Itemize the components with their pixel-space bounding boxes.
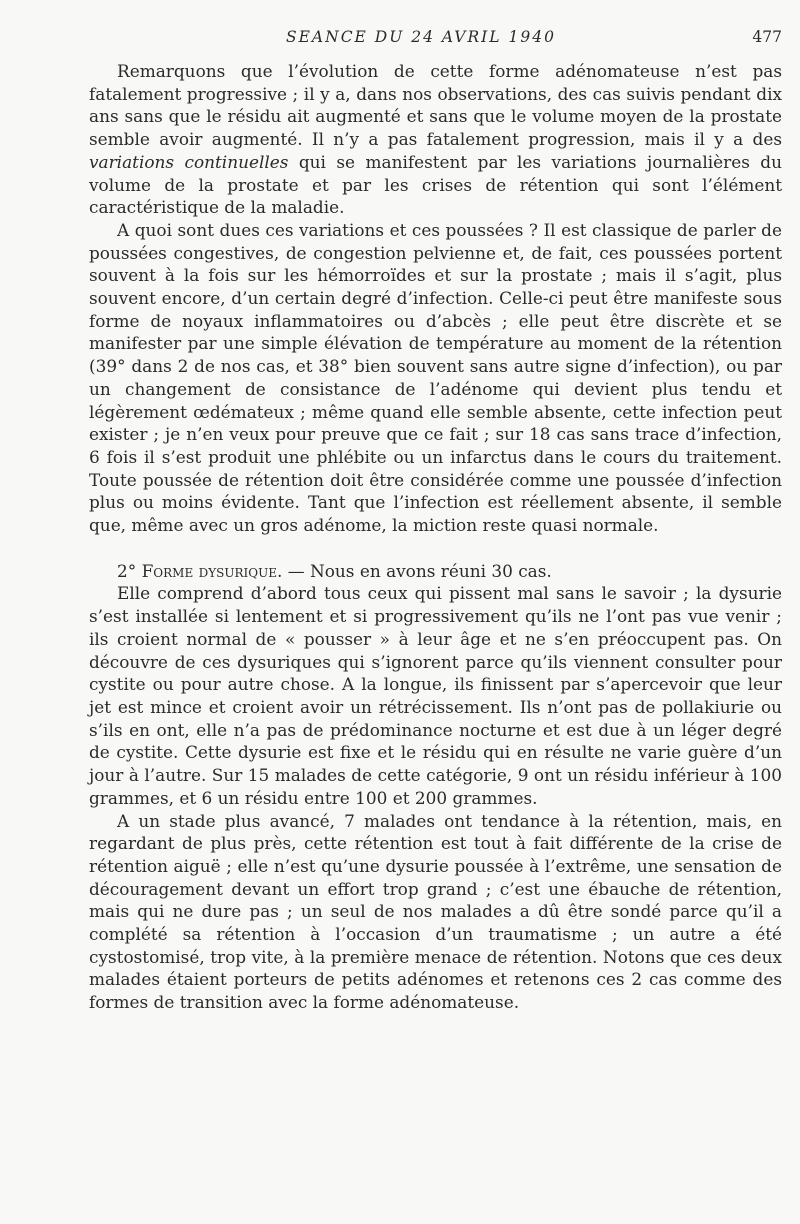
running-title: SEANCE DU 24 AVRIL 1940 [286,28,556,46]
paragraph-poussees: A quoi sont dues ces variations et ces poussées ? Il est classique de parler de poussées congestives, de congestion pelvienne et, de fait, ces poussées portent souvent à la fois sur les hémorroïdes et sur la prostate ; mais il s’agit, plus souvent encore, d’un certain degré d’infection. Celle-ci peut être manifeste sous forme de noyaux inflammatoires ou d’abcès ; elle peut être discrète et se manifester par une simple élévation de température au moment de la rétention (39° dans 2 de nos cas, et 38° bien souvent sans autre signe d’infection), ou par un changement de consistance de l’adénome qui devient plus tendu et légèrement œdémateux ; même quand elle semble absente, cette infection peut exister ; je n’en veux pour preuve que ce fait ; sur 18 cas sans trace d’infection, 6 fois il s’est produit une phlébite ou un infarctus dans le cours du traitement. Toute poussée de rétention doit être considérée comme une poussée d’infection plus ou moins évidente. Tant que l’infection est réellement absente, il semble que, même avec un gros adénome, la miction reste quasi normale. [89,219,782,536]
emphasis-variations: variations continuelles [89,151,289,172]
section-intro: — Nous en avons réuni 30 cas. [282,560,552,581]
page-header [90,28,782,52]
section-title: Forme dysurique. [141,560,283,581]
section-heading-forme-dysurique [89,560,782,583]
paragraph-evolution-text-2: qui se manifestent par les variations journalières du volume de la prostate et par les crises de rétention qui sont l’élément caractéristique de la maladie. [89,151,782,218]
body-text [89,60,782,1014]
paragraph-stade-avance: A un stade plus avancé, 7 malades ont tendance à la rétention, mais, en regardant de plus près, cette rétention est tout à fait différente de la crise de rétention aiguë ; elle n’est qu’une dysurie poussée à l’extrême, une sensation de découragement devant un effort trop grand ; c’est une ébauche de rétention, mais qui ne dure pas ; un seul de nos malades a dû être sondé parce qu’il a complété sa rétention à l’occasion d’un traumatisme ; un autre a été cystostomisé, trop vite, à la première menace de rétention. Notons que ces deux malades étaient porteurs de petits adénomes et retenons ces 2 cas comme des formes de transition avec la forme adénomateuse. [89,810,782,1013]
paragraph-evolution [89,60,782,219]
page-number: 477 [752,28,782,46]
section-number: 2° [117,560,137,581]
paragraph-evolution-text-1: Remarquons que l’évolution de cette forme adénomateuse n’est pas fatalement progressive ; il y a, dans nos observations, des cas suivis pendant dix ans sans que le résidu ait augmenté et sans que le volume moyen de la prostate semble avoir augmenté. Il n’y a pas fatalement progression, mais il y a des [89,61,782,150]
paragraph-dysuriques: Elle comprend d’abord tous ceux qui pissent mal sans le savoir ; la dysurie s’est installée si lentement et si progressivement qu’ils ne l’ont pas vue venir ; ils croient normal de « pousser » à leur âge et ne s’en préoccupent pas. On découvre de ces dysuriques qui s’ignorent parce qu’ils viennent consulter pour cystite ou pour autre chose. A la longue, ils finissent par s’apercevoir que leur jet est mince et croient avoir un rétrécissement. Ils n’ont pas de pollakiurie ou s’ils en ont, elle n’a pas de prédominance nocturne et est due à un léger degré de cystite. Cette dysurie est fixe et le résidu qui en résulte ne varie guère d’un jour à l’autre. Sur 15 malades de cette catégorie, 9 ont un résidu inférieur à 100 grammes, et 6 un résidu entre 100 et 200 grammes. [89,583,782,808]
